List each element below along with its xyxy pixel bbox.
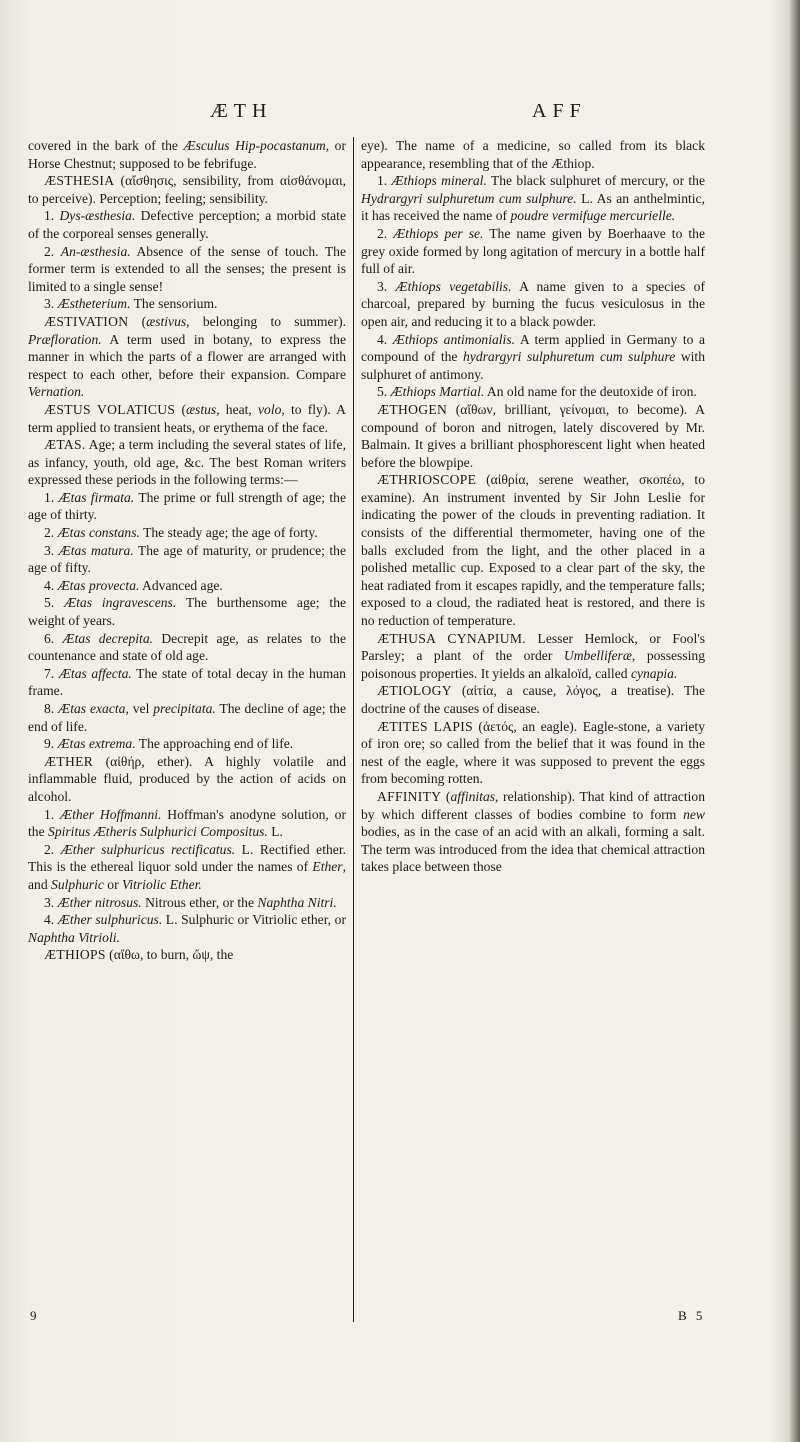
paragraph: 4. Ætas provecta. Advanced age. [44, 577, 223, 593]
paragraph: 1. Ætas firmata. The prime or full strength of age; the age of thirty. [28, 489, 347, 523]
paragraph: 2. Æthiops per se. The name given by Boerhaave to the grey oxide formed by long agitation of mercury in a bottle half full of air. [361, 225, 705, 277]
paragraph: 2. Æther sulphuricus rectificatus. L. Rectified ether. This is the ethereal liquor sold under the names of Ether, and Sulphuric or Vitriolic Ether. [28, 841, 346, 892]
paragraph: covered in the bark of the Æsculus Hip-pocastanum, or Horse Chestnut; supposed to be febrifuge. [28, 138, 346, 171]
signature-mark: B 5 [678, 1308, 706, 1323]
paragraph: ÆTHRIOSCOPE (αἰθρία, serene weather, σκοπέω, to examine). An instrument invented by Sir John Leslie for indicating the power of the clouds in preventing radiation. It consists of the differential thermometer, having one of the balls excluded from the light, and the other placed in a polished metallic cup. Exposed to a clear part of the sky, the heat radiated from it escapes rapidly, and the temperature falls; exposed to a cloud, the radiated heat is restored, and there is no reduction of temperature. [361, 472, 705, 629]
paragraph: ÆSTIVATION (æstivus, belonging to summer). Præfloration. A term used in botany, to express the manner in which the parts of a flower are arranged with respect to each other, before their expansion. Compare Vernation. [28, 313, 346, 400]
left-column [28, 137, 346, 964]
paragraph: 7. Ætas affecta. The state of total decay in the human frame. [28, 665, 346, 699]
paragraph: ÆTITES LAPIS (ἀετός, an eagle). Eagle-stone, a variety of iron ore; so called from the belief that it was found in the nest of the eagle, where it was supposed to prevent the eggs from becoming rotten. [361, 718, 705, 787]
column-divider [353, 137, 354, 1322]
paragraph: ÆTHER (αἰθήρ, ether). A highly volatile and inflammable fluid, produced by the action of acids on alcohol. [28, 753, 346, 804]
paragraph: 3. Ætas matura. The age of maturity, or prudence; the age of fifty. [28, 542, 346, 576]
paragraph: ÆSTHESIA (αἴσθησις, sensibility, from αἰσθάνομαι, to perceive). Perception; feeling; sensibility. [28, 173, 346, 206]
paragraph: 6. Ætas decrepita. Decrepit age, as relates to the countenance and state of old age. [28, 630, 347, 664]
paragraph: 1. Æthiops mineral. The black sulphuret of mercury, or the Hydrargyri sulphuretum cum sulphure. L. As an anthelmintic, it has received the name of poudre vermifuge mercurielle. [361, 173, 706, 224]
header-left: ÆTH [210, 100, 273, 122]
running-header [0, 100, 800, 130]
paragraph: 5. Æthiops Martial. An old name for the deutoxide of iron. [377, 384, 697, 400]
paragraph: 8. Ætas exacta, vel precipitata. The decline of age; the end of life. [28, 701, 347, 734]
paragraph: eye). The name of a medicine, so called from its black appearance, resembling that of the Æthiop. [361, 138, 705, 171]
paragraph: 2. An-æsthesia. Absence of the sense of touch. The former term is extended to all the senses; the present is limited to a single sense! [28, 243, 347, 294]
paragraph: 4. Æthiops antimonialis. A term applied in Germany to a compound of the hydrargyri sulphuretum cum sulphure with sulphuret of antimony. [361, 331, 705, 382]
paragraph: 2. Ætas constans. The steady age; the age of forty. [44, 525, 318, 541]
right-column [361, 137, 705, 876]
header-right: AFF [532, 100, 587, 122]
paragraph: 3. Æther nitrosus. Nitrous ether, or the Naphtha Nitri. [44, 894, 337, 910]
paragraph: ÆSTUS VOLATICUS (æstus, heat, volo, to fly). A term applied to transient heats, or erythema of the face. [28, 401, 346, 435]
page-edge-shadow [790, 0, 800, 1442]
paragraph: ÆTHOGEN (αἴθων, brilliant, γείνομαι, to become). A compound of boron and nitrogen, lately discovered by Mr. Balmain. It gives a brilliant phosphorescent light when heated before the blowpipe. [361, 401, 705, 470]
paragraph: 3. Æthiops vegetabilis. A name given to a species of charcoal, prepared by burning the fucus vesiculosus in the open air, and reducing it to a black powder. [361, 278, 706, 329]
paragraph: 3. Æstheterium. The sensorium. [44, 296, 218, 312]
paragraph: 1. Æther Hoffmanni. Hoffman's anodyne solution, or the Spiritus Ætheris Sulphurici Compositus. L. [28, 806, 346, 840]
paragraph: ÆTHIOPS (αἴθω, to burn, ὤψ, the [44, 947, 234, 963]
paragraph: ÆTAS. Age; a term including the several states of life, as infancy, youth, old age, &c. The best Roman writers expressed these periods in the following terms:— [28, 437, 346, 488]
paragraph: 1. Dys-æsthesia. Defective perception; a morbid state of the corporeal senses generally. [28, 208, 346, 241]
paragraph: 5. Ætas ingravescens. The burthensome age; the weight of years. [28, 595, 347, 629]
page-number: 9 [30, 1308, 37, 1323]
paragraph: ÆTHUSA CYNAPIUM. Lesser Hemlock, or Fool's Parsley; a plant of the order Umbelliferæ, possessing poisonous properties. It yields an alkaloïd, called cynapia. [361, 630, 705, 681]
paragraph: AFFINITY (affinitas, relationship). That kind of attraction by which different classes of bodies combine to form new bodies, as in the case of an acid with an alkali, forming a salt. The term was introduced from the idea that chemical attraction takes place between those [361, 788, 705, 875]
paragraph: 9. Ætas extrema. The approaching end of life. [44, 736, 294, 752]
paragraph: 4. Æther sulphuricus. L. Sulphuric or Vitriolic ether, or Naphtha Vitrioli. [28, 912, 346, 945]
paragraph: ÆTIOLOGY (αἰτία, a cause, λόγος, a treatise). The doctrine of the causes of disease. [361, 683, 705, 716]
